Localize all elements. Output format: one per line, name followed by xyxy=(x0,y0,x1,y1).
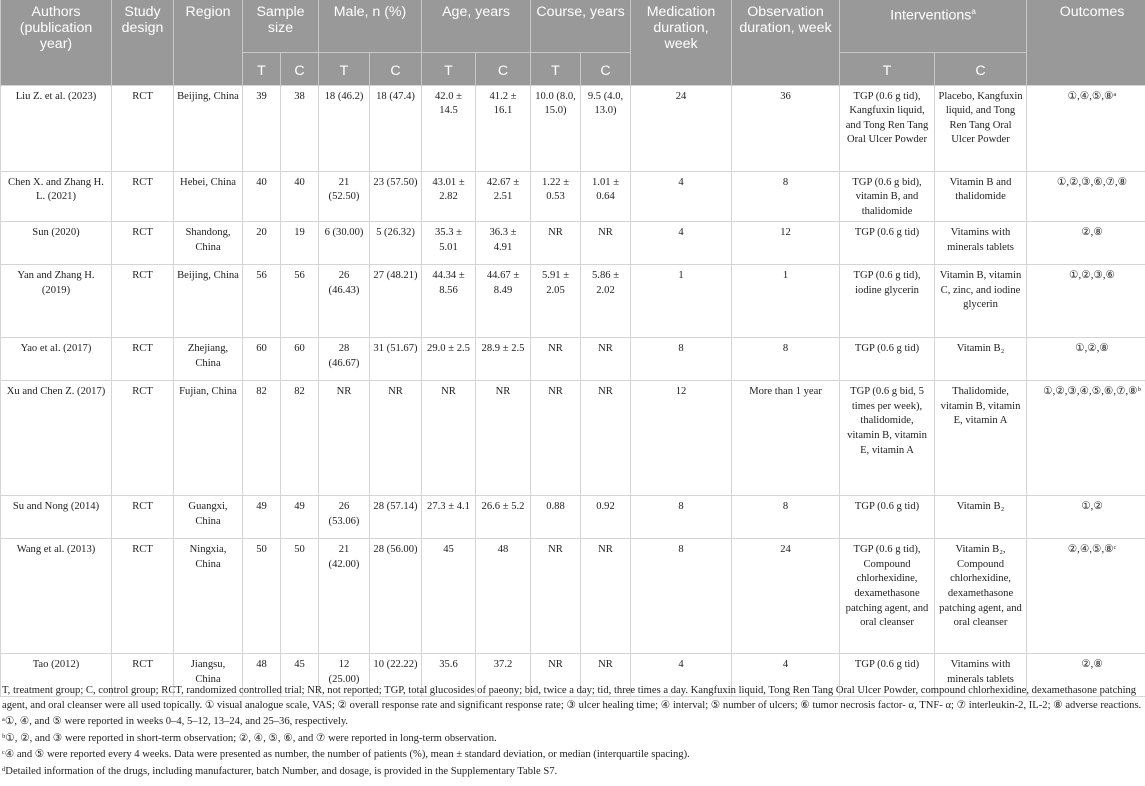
male-c-cell: 23 (57.50) xyxy=(370,171,422,222)
header-observation-duration: Observation duration, week xyxy=(732,0,840,85)
course-c-cell: NR xyxy=(581,222,631,265)
outcomes-cell: ②,⑧ xyxy=(1027,654,1145,697)
intervention-c-cell: Vitamin B and thalidomide xyxy=(935,171,1027,222)
age-c-cell: 44.67 ± 8.49 xyxy=(476,265,531,338)
medication-cell: 4 xyxy=(631,654,732,697)
sample-t-cell: 40 xyxy=(243,171,281,222)
design-cell: RCT xyxy=(112,496,174,539)
course-t-cell: 5.91 ± 2.05 xyxy=(531,265,581,338)
male-t-cell: NR xyxy=(319,381,370,496)
intervention-t-cell: TGP (0.6 g bid), vitamin B, and thalidomide xyxy=(840,171,935,222)
medication-cell: 8 xyxy=(631,338,732,381)
design-cell: RCT xyxy=(112,338,174,381)
course-t-cell: NR xyxy=(531,654,581,697)
header-study-design: Study design xyxy=(112,0,174,85)
intervention-c-cell: Vitamin B₂ xyxy=(935,338,1027,381)
male-c-cell: NR xyxy=(370,381,422,496)
footnote: ᵃ①, ④, and ⑤ were reported in weeks 0–4, 5–12, 13–24, and 25–36, respectively. xyxy=(2,716,349,728)
region-cell: Shandong, China xyxy=(174,222,243,265)
table-body xyxy=(1,85,1145,697)
author-cell: Yan and Zhang H. (2019) xyxy=(1,265,112,338)
footnote: T, treatment group; C, control group; RCT, randomized controlled trial; NR, not reported; TGP, total glucosides of paeony; bid, twice a day; tid, three times a day. Kangfuxin liquid, Tong Ren Tang Oral Ulcer Powder, compound chlorhexidine, dexamethasone patching agent, and oral cleanser were all used topically. ① visual analogue scale, VAS; ② overall response rate and significant response rate; ③ ulcer healing time; ④ interval; ⑤ number of ulcers; ⑥ tumor necrosis factor- α, TNF- α; ⑦ interleukin-2, IL-2; ⑧ adverse reactions. xyxy=(2,685,1142,711)
author-cell: Xu and Chen Z. (2017) xyxy=(1,381,112,496)
table-row xyxy=(1,171,1145,222)
header-medication-duration: Medication duration, week xyxy=(631,0,732,85)
header-male-c: C xyxy=(370,52,422,85)
header-sample-t: T xyxy=(243,52,281,85)
intervention-c-cell: Vitamin B₂, Compound chlorhexidine, dexamethasone patching agent, and oral cleanser xyxy=(935,539,1027,654)
region-cell: Zhejiang, China xyxy=(174,338,243,381)
region-cell: Ningxia, China xyxy=(174,539,243,654)
medication-cell: 4 xyxy=(631,171,732,222)
male-t-cell: 26 (46.43) xyxy=(319,265,370,338)
male-c-cell: 27 (48.21) xyxy=(370,265,422,338)
table-footnotes xyxy=(2,684,1142,782)
author-cell: Chen X. and Zhang H. L. (2021) xyxy=(1,171,112,222)
design-cell: RCT xyxy=(112,654,174,697)
header-male: Male, n (%) xyxy=(319,0,422,52)
footnote: ᵇ①, ②, and ③ were reported in short-term observation; ②, ④, ⑤, ⑥, and ⑦ were reported in long-term observation. xyxy=(2,732,497,744)
course-t-cell: NR xyxy=(531,338,581,381)
observation-cell: 1 xyxy=(732,265,840,338)
region-cell: Hebei, China xyxy=(174,171,243,222)
intervention-t-cell: TGP (0.6 g tid) xyxy=(840,654,935,697)
observation-cell: 36 xyxy=(732,85,840,171)
intervention-c-cell: Vitamin B, vitamin C, zinc, and iodine glycerin xyxy=(935,265,1027,338)
observation-cell: 8 xyxy=(732,171,840,222)
male-t-cell: 21 (52.50) xyxy=(319,171,370,222)
header-age-t: T xyxy=(422,52,476,85)
male-t-cell: 18 (46.2) xyxy=(319,85,370,171)
region-cell: Fujian, China xyxy=(174,381,243,496)
medication-cell: 8 xyxy=(631,539,732,654)
intervention-c-cell: Vitamins with minerals tablets xyxy=(935,654,1027,697)
header-male-t: T xyxy=(319,52,370,85)
outcomes-cell: ②,④,⑤,⑧ᶜ xyxy=(1027,539,1145,654)
course-c-cell: NR xyxy=(581,338,631,381)
male-c-cell: 5 (26.32) xyxy=(370,222,422,265)
age-c-cell: 37.2 xyxy=(476,654,531,697)
outcomes-cell: ①,②,③,⑥ xyxy=(1027,265,1145,338)
design-cell: RCT xyxy=(112,85,174,171)
table-row xyxy=(1,381,1145,496)
male-t-cell: 21 (42.00) xyxy=(319,539,370,654)
design-cell: RCT xyxy=(112,539,174,654)
table-row xyxy=(1,265,1145,338)
intervention-c-cell: Vitamins with minerals tablets xyxy=(935,222,1027,265)
sample-c-cell: 56 xyxy=(281,265,319,338)
header-age-c: C xyxy=(476,52,531,85)
sample-t-cell: 39 xyxy=(243,85,281,171)
male-c-cell: 28 (57.14) xyxy=(370,496,422,539)
sample-t-cell: 56 xyxy=(243,265,281,338)
course-c-cell: NR xyxy=(581,654,631,697)
age-t-cell: 27.3 ± 4.1 xyxy=(422,496,476,539)
header-interventions-label: Interventions xyxy=(890,7,972,24)
age-c-cell: 26.6 ± 5.2 xyxy=(476,496,531,539)
table-row xyxy=(1,222,1145,265)
design-cell: RCT xyxy=(112,222,174,265)
medication-cell: 8 xyxy=(631,496,732,539)
medication-cell: 12 xyxy=(631,381,732,496)
age-t-cell: 43.01 ± 2.82 xyxy=(422,171,476,222)
course-t-cell: NR xyxy=(531,381,581,496)
sample-c-cell: 60 xyxy=(281,338,319,381)
intervention-c-cell: Thalidomide, vitamin B, vitamin E, vitamin A xyxy=(935,381,1027,496)
age-t-cell: 35.3 ± 5.01 xyxy=(422,222,476,265)
footnote: ᶜ④ and ⑤ were reported every 4 weeks. Data were presented as number, the number of patients (%), mean ± standard deviation, or median (interquartile spacing). xyxy=(2,749,690,761)
header-interventions-sup: a xyxy=(971,7,976,16)
age-c-cell: 42.67 ± 2.51 xyxy=(476,171,531,222)
outcomes-cell: ①,②,③,④,⑤,⑥,⑦,⑧ᵇ xyxy=(1027,381,1145,496)
sample-c-cell: 82 xyxy=(281,381,319,496)
sample-t-cell: 20 xyxy=(243,222,281,265)
male-t-cell: 28 (46.67) xyxy=(319,338,370,381)
header-course-c: C xyxy=(581,52,631,85)
author-cell: Wang et al. (2013) xyxy=(1,539,112,654)
table-row xyxy=(1,539,1145,654)
sample-c-cell: 38 xyxy=(281,85,319,171)
outcomes-cell: ①,②,⑧ xyxy=(1027,338,1145,381)
region-cell: Guangxi, China xyxy=(174,496,243,539)
author-cell: Liu Z. et al. (2023) xyxy=(1,85,112,171)
male-c-cell: 31 (51.67) xyxy=(370,338,422,381)
age-c-cell: 28.9 ± 2.5 xyxy=(476,338,531,381)
outcomes-cell: ①,④,⑤,⑧ᵃ xyxy=(1027,85,1145,171)
sample-t-cell: 60 xyxy=(243,338,281,381)
intervention-t-cell: TGP (0.6 g tid) xyxy=(840,338,935,381)
sample-c-cell: 40 xyxy=(281,171,319,222)
male-c-cell: 18 (47.4) xyxy=(370,85,422,171)
region-cell: Jiangsu, China xyxy=(174,654,243,697)
medication-cell: 1 xyxy=(631,265,732,338)
course-c-cell: NR xyxy=(581,381,631,496)
author-cell: Yao et al. (2017) xyxy=(1,338,112,381)
footnote: ᵈDetailed information of the drugs, including manufacturer, batch Number, and dosage, is provided in the Supplementary Table S7. xyxy=(2,765,558,777)
header-interventions-t: T xyxy=(840,52,935,85)
author-cell: Tao (2012) xyxy=(1,654,112,697)
course-t-cell: 10.0 (8.0, 15.0) xyxy=(531,85,581,171)
age-c-cell: 48 xyxy=(476,539,531,654)
sample-c-cell: 19 xyxy=(281,222,319,265)
observation-cell: 12 xyxy=(732,222,840,265)
observation-cell: 8 xyxy=(732,338,840,381)
header-course-t: T xyxy=(531,52,581,85)
course-c-cell: NR xyxy=(581,539,631,654)
age-t-cell: 35.6 xyxy=(422,654,476,697)
table-row xyxy=(1,85,1145,171)
sample-c-cell: 45 xyxy=(281,654,319,697)
medication-cell: 4 xyxy=(631,222,732,265)
header-sample-size: Sample size xyxy=(243,0,319,52)
intervention-t-cell: TGP (0.6 g tid) xyxy=(840,496,935,539)
male-c-cell: 28 (56.00) xyxy=(370,539,422,654)
header-authors: Authors (publication year) xyxy=(1,0,112,85)
header-interventions xyxy=(840,0,1027,52)
course-t-cell: 1.22 ± 0.53 xyxy=(531,171,581,222)
design-cell: RCT xyxy=(112,381,174,496)
observation-cell: More than 1 year xyxy=(732,381,840,496)
sample-t-cell: 48 xyxy=(243,654,281,697)
header-age: Age, years xyxy=(422,0,531,52)
observation-cell: 24 xyxy=(732,539,840,654)
outcomes-cell: ①,② xyxy=(1027,496,1145,539)
male-c-cell: 10 (22.22) xyxy=(370,654,422,697)
outcomes-cell: ①,②,③,⑥,⑦,⑧ xyxy=(1027,171,1145,222)
course-t-cell: NR xyxy=(531,222,581,265)
intervention-c-cell: Placebo, Kangfuxin liquid, and Tong Ren Tang Oral Ulcer Powder xyxy=(935,85,1027,171)
course-c-cell: 0.92 xyxy=(581,496,631,539)
author-cell: Su and Nong (2014) xyxy=(1,496,112,539)
region-cell: Beijing, China xyxy=(174,85,243,171)
age-t-cell: 45 xyxy=(422,539,476,654)
sample-t-cell: 50 xyxy=(243,539,281,654)
design-cell: RCT xyxy=(112,265,174,338)
male-t-cell: 26 (53.06) xyxy=(319,496,370,539)
design-cell: RCT xyxy=(112,171,174,222)
header-course: Course, years xyxy=(531,0,631,52)
age-t-cell: 29.0 ± 2.5 xyxy=(422,338,476,381)
sample-c-cell: 49 xyxy=(281,496,319,539)
intervention-c-cell: Vitamin B₂ xyxy=(935,496,1027,539)
table-row xyxy=(1,496,1145,539)
course-t-cell: 0.88 xyxy=(531,496,581,539)
observation-cell: 8 xyxy=(732,496,840,539)
table-row xyxy=(1,338,1145,381)
intervention-t-cell: TGP (0.6 g tid), Kangfuxin liquid, and Tong Ren Tang Oral Ulcer Powder xyxy=(840,85,935,171)
male-t-cell: 12 (25.00) xyxy=(319,654,370,697)
course-c-cell: 9.5 (4.0, 13.0) xyxy=(581,85,631,171)
age-c-cell: 36.3 ± 4.91 xyxy=(476,222,531,265)
medication-cell: 24 xyxy=(631,85,732,171)
male-t-cell: 6 (30.00) xyxy=(319,222,370,265)
course-c-cell: 5.86 ± 2.02 xyxy=(581,265,631,338)
header-sample-c: C xyxy=(281,52,319,85)
intervention-t-cell: TGP (0.6 g tid) xyxy=(840,222,935,265)
observation-cell: 4 xyxy=(732,654,840,697)
course-c-cell: 1.01 ± 0.64 xyxy=(581,171,631,222)
author-cell: Sun (2020) xyxy=(1,222,112,265)
age-c-cell: 41.2 ± 16.1 xyxy=(476,85,531,171)
sample-t-cell: 49 xyxy=(243,496,281,539)
age-t-cell: 42.0 ± 14.5 xyxy=(422,85,476,171)
intervention-t-cell: TGP (0.6 g bid, 5 times per week), thalidomide, vitamin B, vitamin E, vitamin A xyxy=(840,381,935,496)
region-cell: Beijing, China xyxy=(174,265,243,338)
sample-c-cell: 50 xyxy=(281,539,319,654)
sample-t-cell: 82 xyxy=(243,381,281,496)
outcomes-cell: ②,⑧ xyxy=(1027,222,1145,265)
intervention-t-cell: TGP (0.6 g tid), iodine glycerin xyxy=(840,265,935,338)
intervention-t-cell: TGP (0.6 g tid), Compound chlorhexidine, dexamethasone patching agent, and oral cleanser xyxy=(840,539,935,654)
header-outcomes: Outcomes xyxy=(1027,0,1145,85)
age-t-cell: NR xyxy=(422,381,476,496)
header-region: Region xyxy=(174,0,243,85)
course-t-cell: NR xyxy=(531,539,581,654)
age-t-cell: 44.34 ± 8.56 xyxy=(422,265,476,338)
age-c-cell: NR xyxy=(476,381,531,496)
header-interventions-c: C xyxy=(935,52,1027,85)
